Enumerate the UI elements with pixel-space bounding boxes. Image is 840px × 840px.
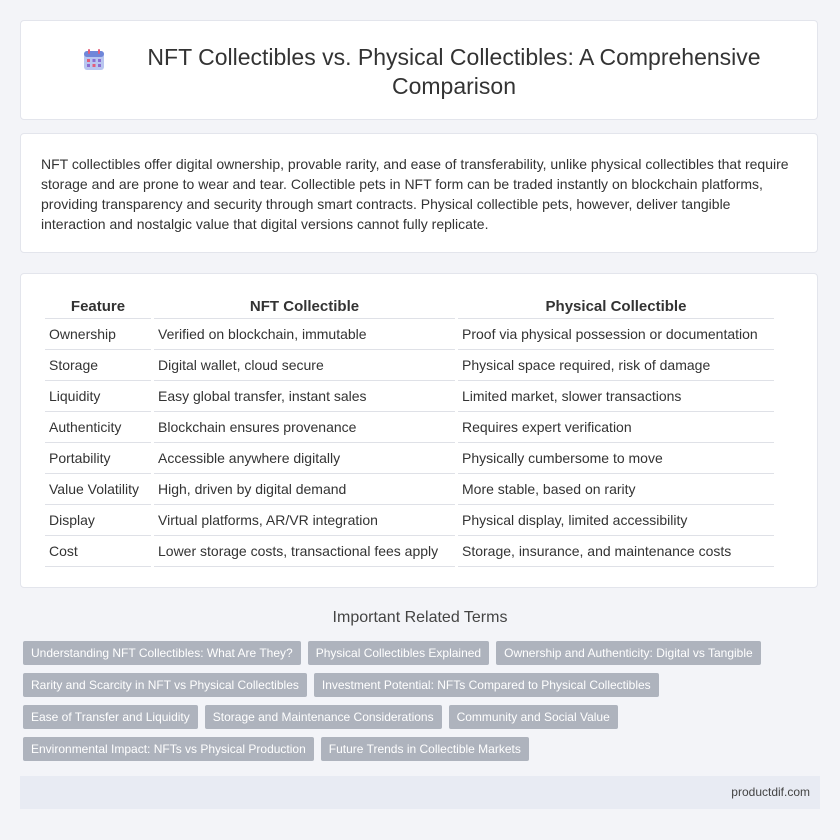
table-cell: Limited market, slower transactions xyxy=(458,381,774,412)
related-tag[interactable]: Ownership and Authenticity: Digital vs Tangible xyxy=(496,641,761,665)
table-cell: Verified on blockchain, immutable xyxy=(154,319,455,350)
table-row xyxy=(45,350,774,381)
related-tag[interactable]: Community and Social Value xyxy=(449,705,618,729)
table-header-row xyxy=(45,293,774,319)
footer-site[interactable]: productdif.com xyxy=(731,785,810,799)
table-row xyxy=(45,319,774,350)
table-cell: Storage, insurance, and maintenance costs xyxy=(458,536,774,567)
intro-card xyxy=(20,133,818,253)
related-tag[interactable]: Rarity and Scarcity in NFT vs Physical Collectibles xyxy=(23,673,307,697)
related-tag[interactable]: Investment Potential: NFTs Compared to Physical Collectibles xyxy=(314,673,659,697)
related-tag[interactable]: Physical Collectibles Explained xyxy=(308,641,489,665)
table-cell: Portability xyxy=(45,443,151,474)
table-cell: More stable, based on rarity xyxy=(458,474,774,505)
table-cell: Lower storage costs, transactional fees apply xyxy=(154,536,455,567)
footer xyxy=(20,776,820,809)
related-terms-tags xyxy=(23,641,813,769)
related-tag[interactable]: Environmental Impact: NFTs vs Physical Production xyxy=(23,737,314,761)
tag-row xyxy=(23,641,813,665)
header-card xyxy=(20,20,818,120)
related-tag[interactable]: Future Trends in Collectible Markets xyxy=(321,737,529,761)
table-row xyxy=(45,474,774,505)
related-terms-title: Important Related Terms xyxy=(332,609,508,626)
table-cell: Blockchain ensures provenance xyxy=(154,412,455,443)
tag-row xyxy=(23,737,813,761)
page-title: NFT Collectibles vs. Physical Collectibles: A Comprehensive Comparison xyxy=(147,44,761,99)
table-cell: Physical display, limited accessibility xyxy=(458,505,774,536)
table-cell: Physical space required, risk of damage xyxy=(458,350,774,381)
table-cell: Liquidity xyxy=(45,381,151,412)
table-row xyxy=(45,443,774,474)
tag-row xyxy=(23,673,813,697)
related-tag[interactable]: Storage and Maintenance Considerations xyxy=(205,705,442,729)
table-cell: Cost xyxy=(45,536,151,567)
related-tag[interactable]: Understanding NFT Collectibles: What Are They? xyxy=(23,641,301,665)
table-cell: Ownership xyxy=(45,319,151,350)
table-row xyxy=(45,381,774,412)
calendar-icon xyxy=(82,48,106,72)
comparison-card xyxy=(20,273,818,588)
table-cell: Value Volatility xyxy=(45,474,151,505)
table-cell: High, driven by digital demand xyxy=(154,474,455,505)
table-cell: Virtual platforms, AR/VR integration xyxy=(154,505,455,536)
intro-text: NFT collectibles offer digital ownership, provable rarity, and ease of transferability, unlike physical collectibles that require storage and are prone to wear and tear. Collectible pets in NFT form can be traded instantly on blockchain platforms, providing transparency and security through smart contracts. Physical collectible pets, however, deliver tangible interaction and nostalgic value that digital versions cannot fully replicate. xyxy=(41,156,789,232)
column-header-physical: Physical Collectible xyxy=(458,293,774,319)
table-cell: Authenticity xyxy=(45,412,151,443)
table-row xyxy=(45,505,774,536)
table-row xyxy=(45,536,774,567)
table-cell: Storage xyxy=(45,350,151,381)
table-cell: Accessible anywhere digitally xyxy=(154,443,455,474)
table-cell: Proof via physical possession or documentation xyxy=(458,319,774,350)
table-row xyxy=(45,412,774,443)
table-cell: Digital wallet, cloud secure xyxy=(154,350,455,381)
comparison-table xyxy=(42,293,777,567)
related-tag[interactable]: Ease of Transfer and Liquidity xyxy=(23,705,198,729)
table-cell: Requires expert verification xyxy=(458,412,774,443)
table-cell: Display xyxy=(45,505,151,536)
table-cell: Easy global transfer, instant sales xyxy=(154,381,455,412)
column-header-nft: NFT Collectible xyxy=(154,293,455,319)
tag-row xyxy=(23,705,813,729)
table-cell: Physically cumbersome to move xyxy=(458,443,774,474)
column-header-feature: Feature xyxy=(45,293,151,319)
